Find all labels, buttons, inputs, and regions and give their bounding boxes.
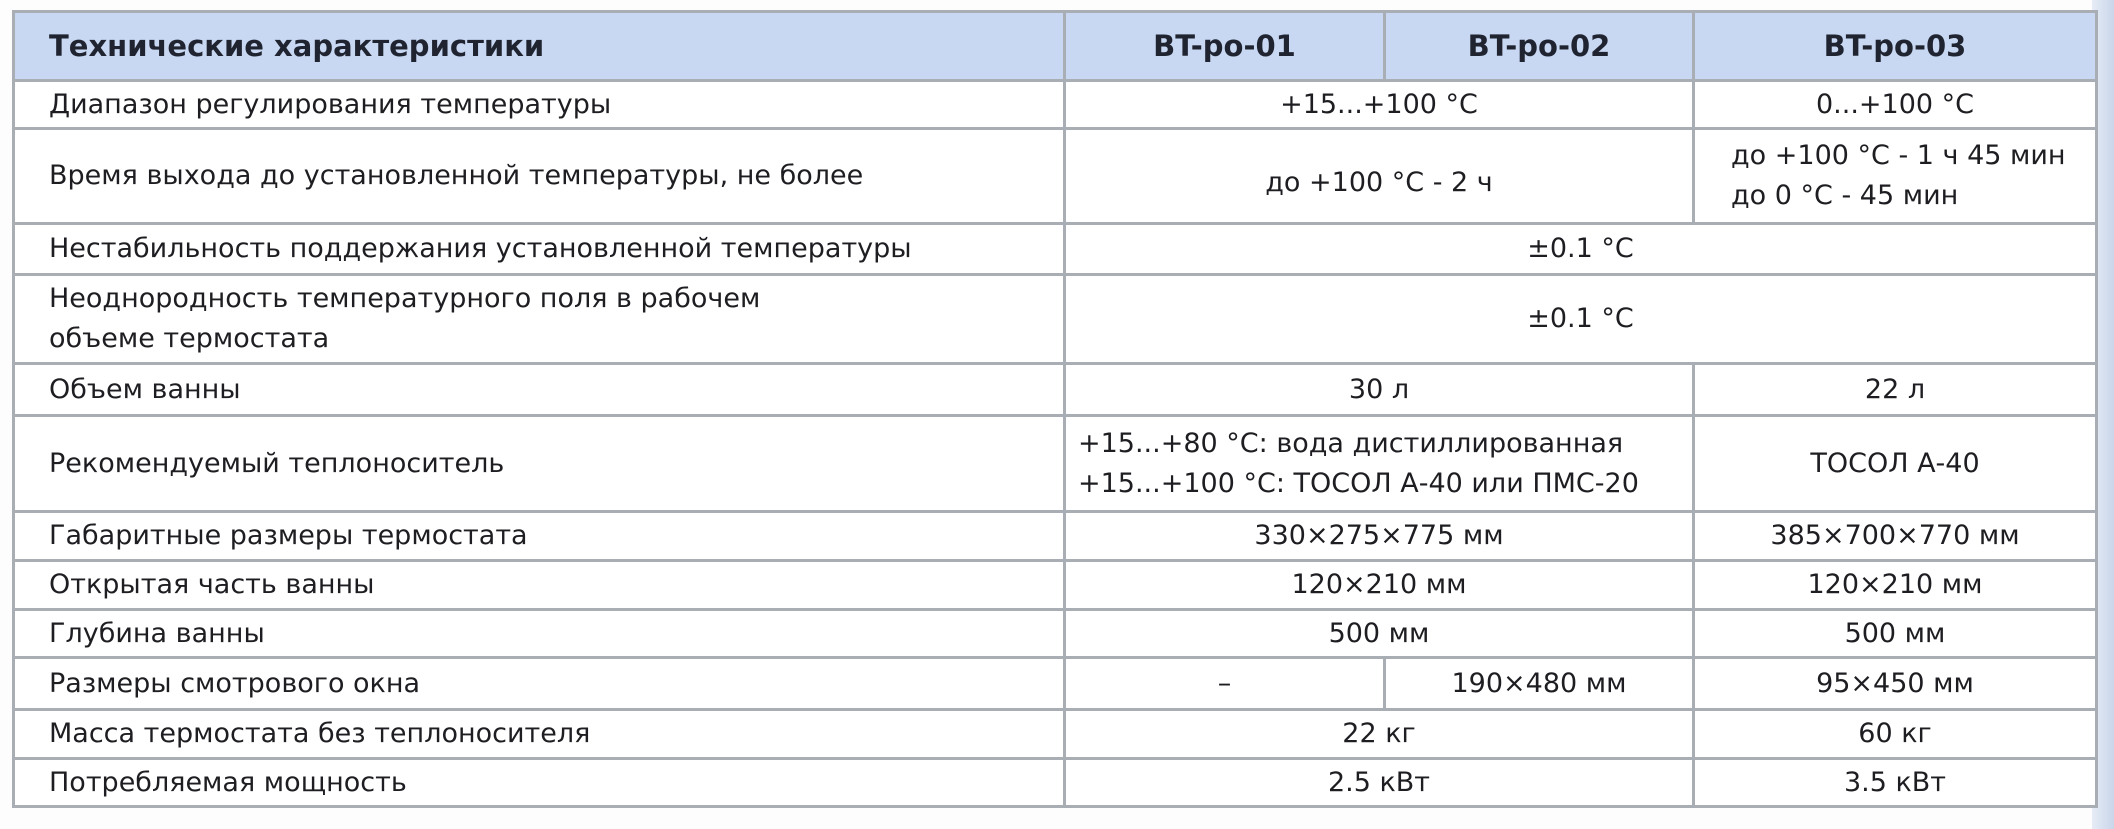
value-all: ±0.1 °C	[1065, 224, 2097, 275]
value-03: 3.5 кВт	[1694, 759, 2097, 807]
param-label: Рекомендуемый теплоноситель	[14, 416, 1065, 512]
param-label: Масса термостата без теплоносителя	[14, 710, 1065, 759]
value-03	[1694, 129, 2097, 224]
header-model-01: BT-ро-01	[1065, 12, 1385, 81]
param-label: Глубина ванны	[14, 610, 1065, 658]
value-03: 22 л	[1694, 364, 2097, 416]
value-01-02: 120×210 мм	[1065, 561, 1694, 610]
table-row	[14, 512, 2097, 561]
header-model-03: BT-ро-03	[1694, 12, 2097, 81]
value-03: 500 мм	[1694, 610, 2097, 658]
value-line: до +100 °C - 1 ч 45 мин	[1731, 140, 2066, 171]
value-03: 95×450 мм	[1694, 658, 2097, 710]
value-03: 120×210 мм	[1694, 561, 2097, 610]
value-03: 385×700×770 мм	[1694, 512, 2097, 561]
param-label: Потребляемая мощность	[14, 759, 1065, 807]
table-row	[14, 275, 2097, 364]
table-row	[14, 658, 2097, 710]
param-label: Размеры смотрового окна	[14, 658, 1065, 710]
header-param: Технические характеристики	[14, 12, 1065, 81]
header-row	[14, 12, 2097, 81]
value-03: ТОСОЛ А-40	[1694, 416, 2097, 512]
value-03: 0...+100 °C	[1694, 81, 2097, 129]
table-row	[14, 610, 2097, 658]
value-line: +15...+80 °C: вода дистиллированная	[1078, 427, 1624, 459]
table-row	[14, 759, 2097, 807]
param-line: Неоднородность температурного поля в рабочем	[49, 283, 761, 314]
value-01-02: 30 л	[1065, 364, 1694, 416]
value-01-02: 330×275×775 мм	[1065, 512, 1694, 561]
value-02: 190×480 мм	[1385, 658, 1694, 710]
param-label: Открытая часть ванны	[14, 561, 1065, 610]
value-01-02: до +100 °C - 2 ч	[1065, 129, 1694, 224]
table-row	[14, 364, 2097, 416]
table-row	[14, 561, 2097, 610]
header-model-02: BT-ро-02	[1385, 12, 1694, 81]
value-line: +15...+100 °C: ТОСОЛ А-40 или ПМС-20	[1078, 467, 1639, 499]
value-01-02: 22 кг	[1065, 710, 1694, 759]
table-row	[14, 416, 2097, 512]
param-label: Нестабильность поддержания установленной температуры	[14, 224, 1065, 275]
param-label: Габаритные размеры термостата	[14, 512, 1065, 561]
value-01-02: 2.5 кВт	[1065, 759, 1694, 807]
param-line: объеме термостата	[49, 323, 330, 354]
param-label: Объем ванны	[14, 364, 1065, 416]
param-label	[14, 275, 1065, 364]
spec-table	[12, 10, 2098, 808]
table-row	[14, 81, 2097, 129]
table-row	[14, 224, 2097, 275]
value-01-02: +15...+100 °C	[1065, 81, 1694, 129]
value-01-02	[1065, 416, 1694, 512]
value-line: до 0 °C - 45 мин	[1731, 180, 1959, 211]
param-label: Диапазон регулирования температуры	[14, 81, 1065, 129]
table-row	[14, 129, 2097, 224]
value-01-02: 500 мм	[1065, 610, 1694, 658]
param-label: Время выхода до установленной температуры, не более	[14, 129, 1065, 224]
value-all: ±0.1 °C	[1065, 275, 2097, 364]
table-row	[14, 710, 2097, 759]
value-03: 60 кг	[1694, 710, 2097, 759]
value-01: –	[1065, 658, 1385, 710]
